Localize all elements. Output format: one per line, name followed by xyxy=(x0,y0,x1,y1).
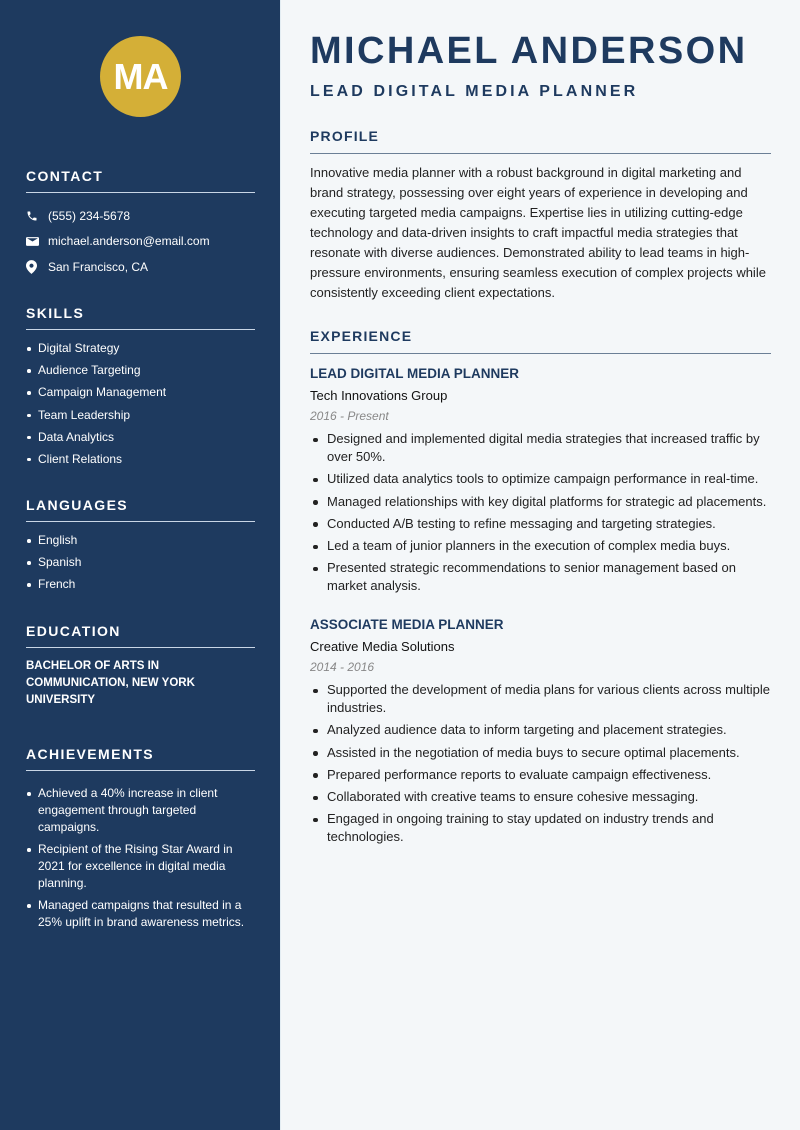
avatar-initials: MA xyxy=(113,55,168,97)
job-dates: 2014 - 2016 xyxy=(310,660,375,674)
education-section xyxy=(26,623,255,709)
job-company: Tech Innovations Group xyxy=(310,388,448,403)
profile-text: Innovative media planner with a robust background in digital marketing and brand strategy, possessing over eight years of experience in developing and executing targeted media campaigns. Expertise lies in utilizing cutting-edge technology and data-driven insights to craft impactful media strategies that resonate with diverse audiences. Demonstrated ability to lead teams in high-pressure environments, ensuring seamless execution of complex projects while consistently exceeding client expectations. xyxy=(310,165,766,300)
job-bullet: Conducted A/B testing to refine messaging and targeting strategies. xyxy=(310,515,771,533)
job-bullet: Prepared performance reports to evaluate campaign effectiveness. xyxy=(310,766,771,784)
profile-heading: PROFILE xyxy=(310,128,771,154)
education-heading: EDUCATION xyxy=(26,623,255,648)
contact-section xyxy=(26,168,255,280)
achievements-list xyxy=(26,785,255,931)
sidebar xyxy=(0,0,280,1130)
column-divider xyxy=(280,0,281,1130)
skill-item: Data Analytics xyxy=(26,429,255,446)
skill-item: Client Relations xyxy=(26,451,255,468)
achievements-section xyxy=(26,746,255,936)
language-item: French xyxy=(26,576,255,593)
skill-item: Team Leadership xyxy=(26,407,255,424)
skill-item: Digital Strategy xyxy=(26,340,255,357)
skill-item: Campaign Management xyxy=(26,384,255,401)
job-title: LEAD DIGITAL MEDIA PLANNER xyxy=(310,366,519,381)
language-item: Spanish xyxy=(26,554,255,571)
job-title: ASSOCIATE MEDIA PLANNER xyxy=(310,617,504,632)
email-text[interactable]: michael.anderson@email.com xyxy=(48,234,210,249)
experience-heading: EXPERIENCE xyxy=(310,328,771,354)
job-bullet: Collaborated with creative teams to ensure cohesive messaging. xyxy=(310,788,771,806)
job-bullet: Supported the development of media plans for various clients across multiple industries. xyxy=(310,681,771,717)
job-bullet: Led a team of junior planners in the execution of complex media buys. xyxy=(310,537,771,555)
languages-heading: LANGUAGES xyxy=(26,497,255,522)
job-bullet: Managed relationships with key digital platforms for strategic ad placements. xyxy=(310,493,771,511)
achievements-heading: ACHIEVEMENTS xyxy=(26,746,255,771)
languages-section xyxy=(26,497,255,599)
contact-email xyxy=(26,229,255,255)
achievement-item: Recipient of the Rising Star Award in 2021 for excellence in digital media planning. xyxy=(26,841,255,892)
job-bullet: Presented strategic recommendations to senior management based on market analysis. xyxy=(310,559,771,595)
job-dates: 2016 - Present xyxy=(310,409,389,423)
avatar xyxy=(100,36,181,117)
skills-list xyxy=(26,340,255,468)
achievement-item: Managed campaigns that resulted in a 25% uplift in brand awareness metrics. xyxy=(26,897,255,931)
skills-section xyxy=(26,305,255,473)
job-bullets xyxy=(310,681,771,846)
phone-text[interactable]: (555) 234-5678 xyxy=(48,208,131,223)
job-bullet: Engaged in ongoing training to stay updated on industry trends and technologies. xyxy=(310,810,771,846)
location-text: San Francisco, CA xyxy=(48,259,149,274)
contact-phone xyxy=(26,203,255,229)
candidate-title: LEAD DIGITAL MEDIA PLANNER xyxy=(310,83,639,100)
job-bullet: Analyzed audience data to inform targeting and placement strategies. xyxy=(310,721,771,739)
location-pin-icon xyxy=(26,260,48,274)
education-degree: BACHELOR OF ARTS IN COMMUNICATION, NEW YORK UNIVERSITY xyxy=(26,660,195,706)
email-icon xyxy=(26,236,48,247)
achievement-item: Achieved a 40% increase in client engagement through targeted campaigns. xyxy=(26,785,255,836)
job-bullets xyxy=(310,430,771,595)
language-item: English xyxy=(26,532,255,549)
job-bullet: Designed and implemented digital media strategies that increased traffic by over 50%. xyxy=(310,430,771,466)
phone-icon xyxy=(26,210,48,222)
contact-heading: CONTACT xyxy=(26,168,255,193)
skills-heading: SKILLS xyxy=(26,305,255,330)
languages-list xyxy=(26,532,255,593)
candidate-name: MICHAEL ANDERSON xyxy=(310,30,748,72)
job-bullet: Assisted in the negotiation of media buys to secure optimal placements. xyxy=(310,744,771,762)
contact-location xyxy=(26,254,255,280)
job-entry xyxy=(310,616,771,851)
job-entry xyxy=(310,365,771,600)
skill-item: Audience Targeting xyxy=(26,362,255,379)
job-company: Creative Media Solutions xyxy=(310,639,455,654)
job-bullet: Utilized data analytics tools to optimize campaign performance in real-time. xyxy=(310,470,771,488)
